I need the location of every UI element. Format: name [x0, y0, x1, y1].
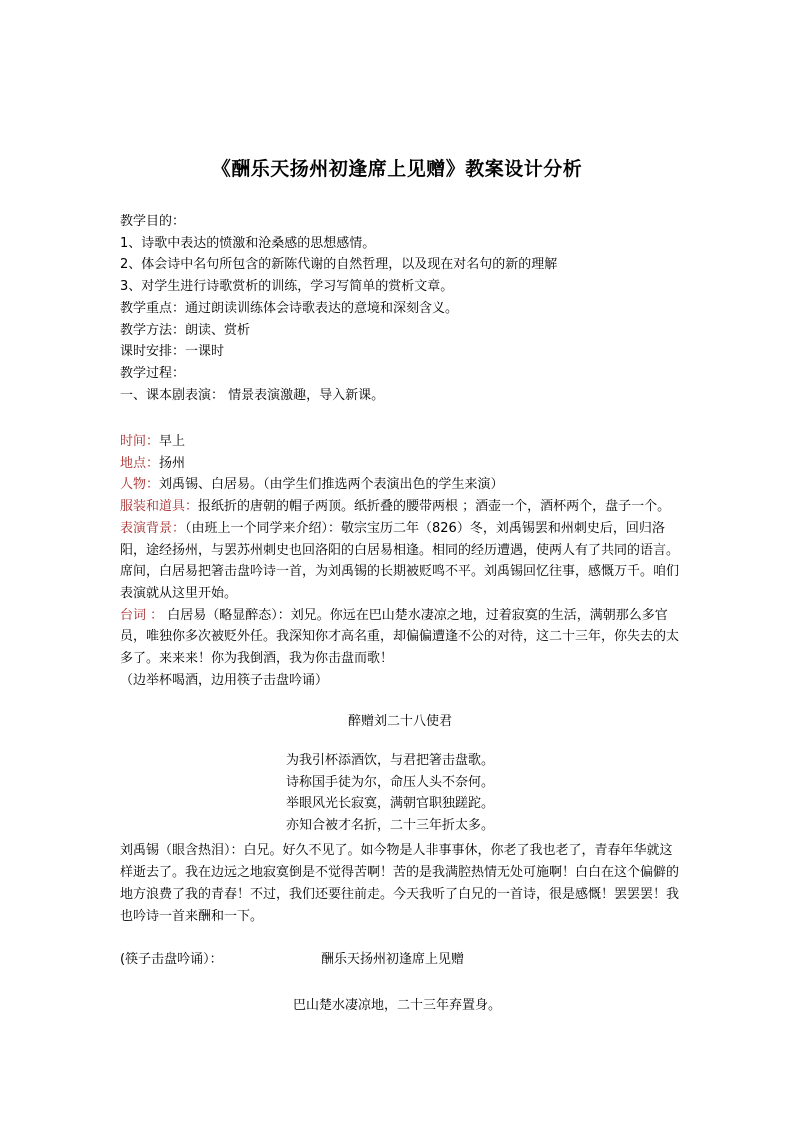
process-heading: 教学过程： [120, 365, 186, 381]
props-label: 服装和道具： [120, 499, 199, 515]
objective-3: 3、对学生进行诗歌赏析的训练，学习写简单的赏析文章。 [120, 279, 454, 295]
scene-people [120, 474, 680, 496]
teaching-method: 教学方法：朗读、赏析 [120, 322, 251, 338]
poem1-line: 亦知合被才名折，二十三年折太多。 [286, 817, 495, 833]
schedule: 课时安排：一课时 [120, 344, 225, 360]
objective-2: 2、体会诗中名句所包含的新陈代谢的自然哲理，以及现在对名句的新的理解 [120, 257, 558, 273]
scene-action: （边举杯喝酒，边用筷子击盘吟诵） [120, 672, 329, 688]
poem1-line: 为我引杯添酒饮，与君把箸击盘歌。 [286, 753, 495, 768]
time-value: 早上 [159, 434, 186, 449]
scene-time [120, 431, 680, 453]
scene-props [120, 496, 680, 518]
document-title: 《酬乐天扬州初逢席上见赠》教案设计分析 [211, 158, 583, 180]
scene-lines [120, 605, 680, 670]
time-label: 时间： [120, 434, 160, 449]
scene-background [120, 518, 680, 605]
reply-text: 刘禹锡（眼含热泪）：白兄。好久不见了。如今物是人非事事休，你老了我也老了，青春年华就这样逝去了。我在边远之地寂寞倒是不觉得苦啊！苦的是我满腔热情无处可施啊！白白在这个偏僻的地方浪费了我的青春！不过，我们还要往前走。今天我听了白兄的一首诗，很是感慨！罢罢罢！我也吟诗一首来酬和一下。 [120, 843, 680, 924]
poem1-line: 诗称国手徒为尔，命压人头不奈何。 [286, 774, 495, 790]
key-point: 教学重点：通过朗读训练体会诗歌表达的意境和深刻含义。 [120, 300, 459, 316]
poem1-line: 举眼风光长寂寞，满朝官职独蹉跎。 [286, 796, 495, 811]
place-label: 地点： [120, 455, 160, 471]
teaching-plan-section [120, 211, 680, 406]
objectives-heading: 教学目的： [120, 214, 186, 229]
lines-value: 白居易（略显醉态）：刘兄。你远在巴山楚水凄凉之地，过着寂寞的生活，满朝那么多官员，唯独你多次被贬外任。我深知你才高名重，却偏偏遭逢不公的对待，这二十三年，你失去的太多了。来来来！你为我倒酒，我为你击盘而歌！ [120, 607, 680, 667]
lines-label: 台词 ： [120, 607, 164, 623]
recite-label: (筷子击盘吟诵）： [120, 952, 223, 967]
poem2-first-line: 巴山楚水凄凉地，二十三年弃置身。 [292, 998, 501, 1013]
people-value: 刘禹锡、白居易。（由学生们推选两个表演出色的学生来演） [159, 477, 504, 493]
background-label: 表演背景： [120, 520, 186, 536]
scene-place [120, 453, 680, 475]
objective-1: 1、诗歌中表达的愤激和沧桑感的思想感情。 [120, 235, 376, 251]
step-1: 一、课本剧表演： 情景表演激趣，导入新课。 [120, 387, 385, 403]
reply-paragraph [120, 840, 680, 928]
place-value: 扬州 [159, 455, 186, 471]
background-value: （由班上一个同学来介绍）：敬宗宝历二年（826）冬，刘禹锡罢和州刺史后，回归洛阳，途经扬州，与罢苏州刺史也回洛阳的白居易相逢。相同的经历遭遇，使两人有了共同的语言。席间，白居易把箸击盘吟诗一首，为刘禹锡的长期被贬鸣不平。刘禹锡回忆往事，感慨万千。咱们表演就从这里开始。 [120, 520, 680, 601]
poem2-title: 酬乐天扬州初逢席上见赠 [321, 952, 465, 967]
poem1-body [286, 750, 494, 836]
scene-section [120, 431, 680, 691]
people-label: 人物： [120, 477, 160, 493]
props-value: 报纸折的唐朝的帽子两顶。纸折叠的腰带两根 ；酒壶一个，酒杯两个，盘子一个。 [198, 499, 671, 515]
poem1-title: 醉赠刘二十八使君 [347, 714, 452, 729]
